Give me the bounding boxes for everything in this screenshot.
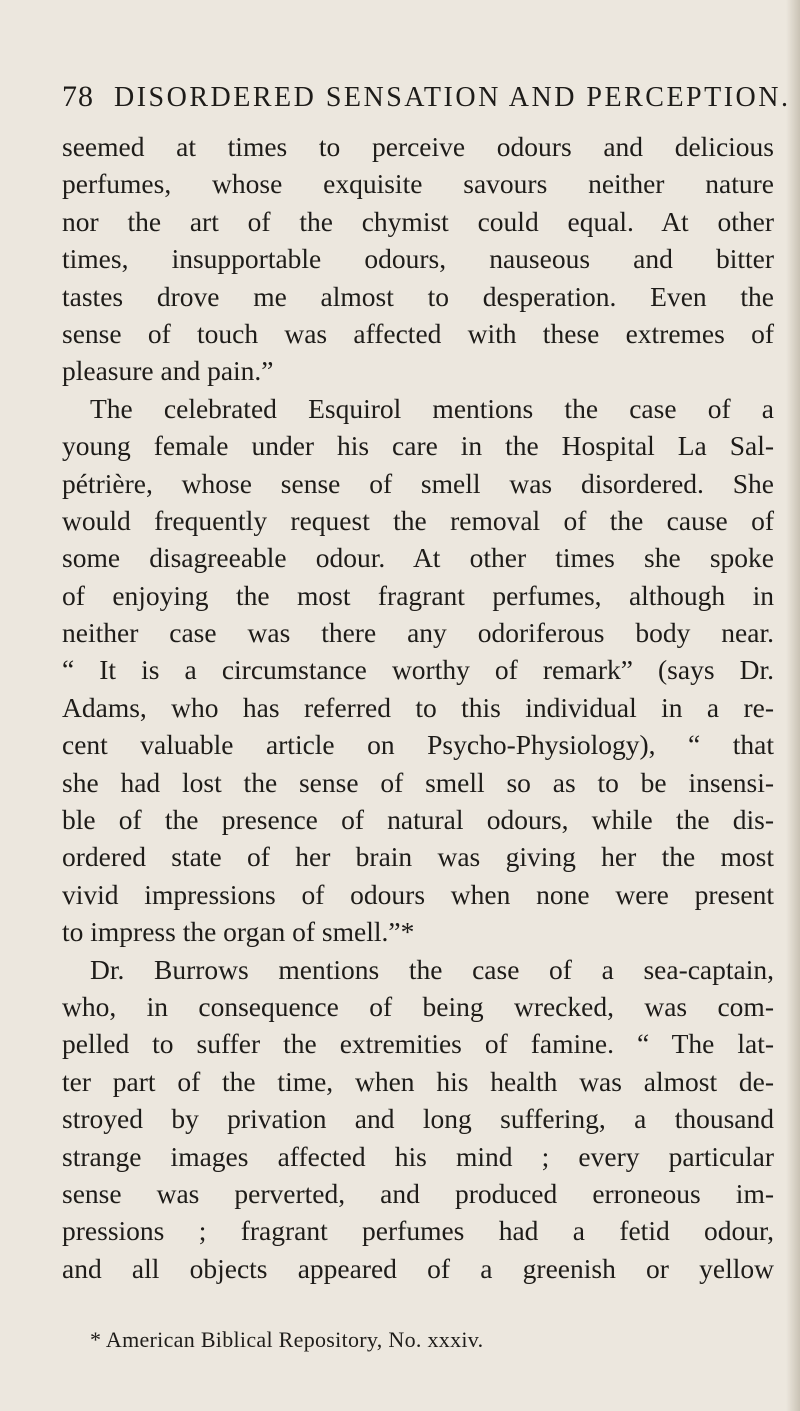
text-line: “ It is a circumstance worthy of remark” (says Dr. — [62, 654, 774, 686]
paragraph-start-line: Dr. Burrows mentions the case of a sea-captain, — [90, 953, 774, 985]
text-line: tastes drove me almost to desperation. Even the — [62, 280, 774, 312]
text-line: to impress the organ of smell.”* — [62, 916, 415, 948]
text-line: she had lost the sense of smell so as to be insensi- — [62, 766, 774, 798]
text-line: strange images affected his mind ; every particular — [62, 1140, 774, 1172]
text-line: vivid impressions of odours when none were present — [62, 878, 774, 910]
body-text — [62, 128, 774, 1287]
page-header — [62, 80, 791, 114]
running-title: DISORDERED SENSATION AND PERCEPTION. — [114, 82, 791, 113]
text-line: of enjoying the most fragrant perfumes, although in — [62, 579, 774, 611]
text-line: pelled to suffer the extremities of famine. “ The lat- — [62, 1028, 774, 1060]
text-line: sense of touch was affected with these extremes of — [62, 317, 774, 349]
text-line: would frequently request the removal of the cause of — [62, 504, 774, 536]
text-line: some disagreeable odour. At other times she spoke — [62, 542, 774, 574]
text-line: perfumes, whose exquisite savours neither nature — [62, 168, 774, 200]
page-number: 78 — [62, 80, 94, 113]
text-line: stroyed by privation and long suffering, a thousand — [62, 1103, 774, 1135]
text-line: Adams, who has referred to this individual in a re- — [62, 691, 774, 723]
text-line: times, insupportable odours, nauseous and bitter — [62, 243, 774, 275]
footnote: * American Biblical Repository, No. xxxiv. — [90, 1327, 484, 1352]
text-line: and all objects appeared of a greenish or yellow — [62, 1252, 774, 1284]
text-line: seemed at times to perceive odours and delicious — [62, 131, 774, 162]
text-line: nor the art of the chymist could equal. At other — [62, 205, 774, 237]
paragraph-start-line: The celebrated Esquirol mentions the case of a — [90, 392, 774, 424]
text-line: young female under his care in the Hospital La Sal- — [62, 430, 774, 462]
text-line: cent valuable article on Psycho-Physiology), “ that — [62, 729, 774, 761]
text-line: ble of the presence of natural odours, while the dis- — [62, 804, 774, 836]
text-line: ter part of the time, when his health was almost de- — [62, 1065, 774, 1097]
text-line: pressions ; fragrant perfumes had a fetid odour, — [62, 1215, 774, 1247]
text-line: who, in consequence of being wrecked, was com- — [62, 990, 774, 1022]
text-line: pétrière, whose sense of smell was disordered. She — [62, 467, 774, 499]
text-line: neither case was there any odoriferous body near. — [62, 617, 774, 649]
text-line: sense was perverted, and produced erroneous im- — [62, 1177, 774, 1209]
text-line: ordered state of her brain was giving her the most — [62, 841, 774, 873]
page-edge-shadow — [786, 0, 800, 1411]
text-line: pleasure and pain.” — [62, 355, 274, 387]
